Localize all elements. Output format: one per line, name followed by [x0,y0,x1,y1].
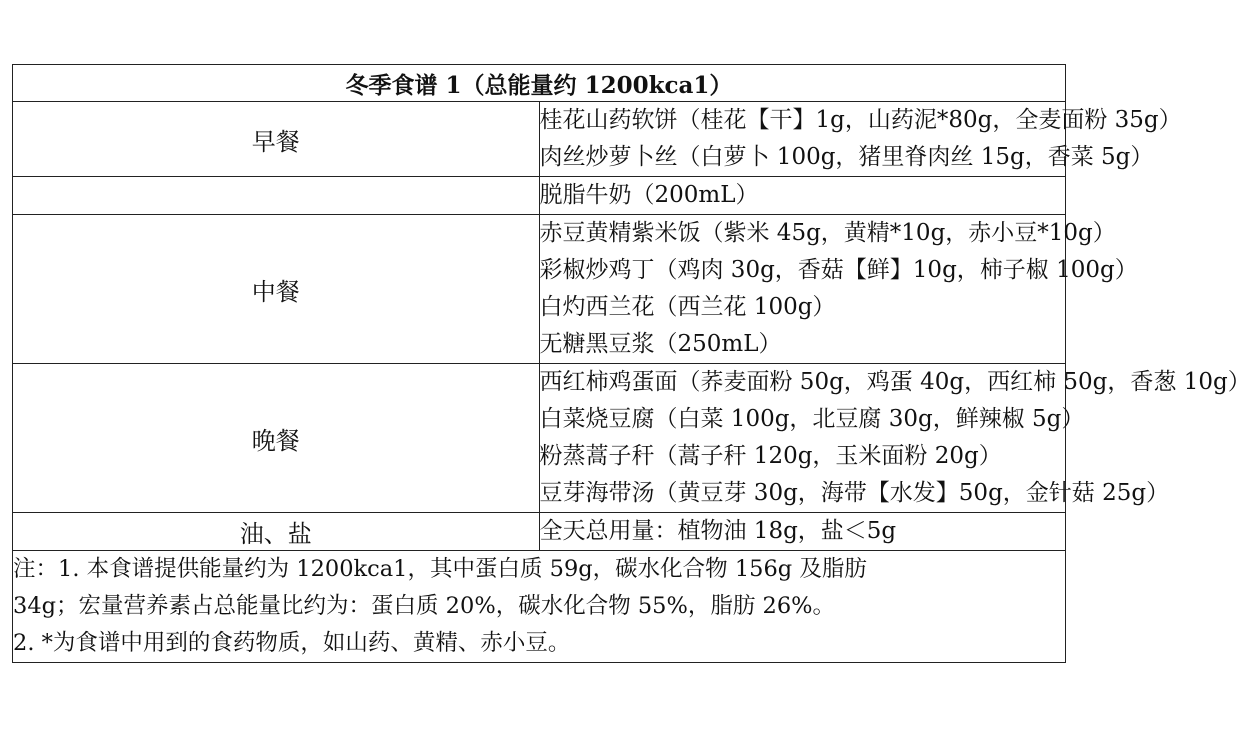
meal-row [13,215,1066,364]
dish-item: 粉蒸蒿子秆（蒿子秆 120g，玉米面粉 20g） [539,443,1002,469]
dish-item: 白菜烧豆腐（白菜 100g，北豆腐 30g，鲜辣椒 5g） [539,406,1085,432]
meal-name: 中餐 [13,215,540,364]
dish-item: 西红柿鸡蛋面（荞麦面粉 50g，鸡蛋 40g，西红柿 50g，香葱 10g） [539,369,1251,395]
meal-name: 晚餐 [13,364,540,513]
dish-item: 桂花山药软饼（桂花【干】1g，山药泥*80g，全麦面粉 35g） [539,107,1182,133]
meal-row [13,102,1066,177]
meal-row [13,177,1066,215]
meal-name: 早餐 [13,102,540,177]
dish-item: 白灼西兰花（西兰花 100g） [539,294,836,320]
menu-table-body [13,65,1251,663]
dish-item: 无糖黑豆浆（250mL） [539,331,782,357]
dish-item: 脱脂牛奶（200mL） [539,182,759,208]
meal-name: 油、盐 [13,513,540,551]
note-line: 注：1. 本食谱提供能量约为 1200kca1，其中蛋白质 59g，碳水化合物 156g 及脂肪 [13,556,867,582]
meal-row [13,513,1066,551]
note-line: 34g；宏量营养素占总能量比约为：蛋白质 20%，碳水化合物 55%，脂肪 26%。 [13,593,836,619]
dish-item: 豆芽海带汤（黄豆芽 30g，海带【水发】50g，金针菇 25g） [539,480,1170,506]
meal-items [539,177,1066,215]
menu-table [12,64,1251,663]
title-row [13,65,1066,102]
dish-item: 彩椒炒鸡丁（鸡肉 30g，香菇【鲜】10g，柿子椒 100g） [539,257,1138,283]
meal-items [539,215,1138,364]
table-title: 冬季食谱 1（总能量约 1200kca1） [13,65,1066,102]
dish-item: 全天总用量：植物油 18g，盐＜5g [539,518,897,544]
notes-cell [13,551,1066,663]
notes-row [13,551,1066,663]
note-line: 2. *为食谱中用到的食药物质，如山药、黄精、赤小豆。 [13,630,571,656]
dish-item: 肉丝炒萝卜丝（白萝卜 100g，猪里脊肉丝 15g，香菜 5g） [539,144,1154,170]
dish-item: 赤豆黄精紫米饭（紫米 45g，黄精*10g，赤小豆*10g） [539,220,1116,246]
meal-items [539,513,1066,551]
meal-items [539,102,1182,177]
meal-name [13,177,540,215]
meal-items [539,364,1251,513]
meal-row [13,364,1066,513]
